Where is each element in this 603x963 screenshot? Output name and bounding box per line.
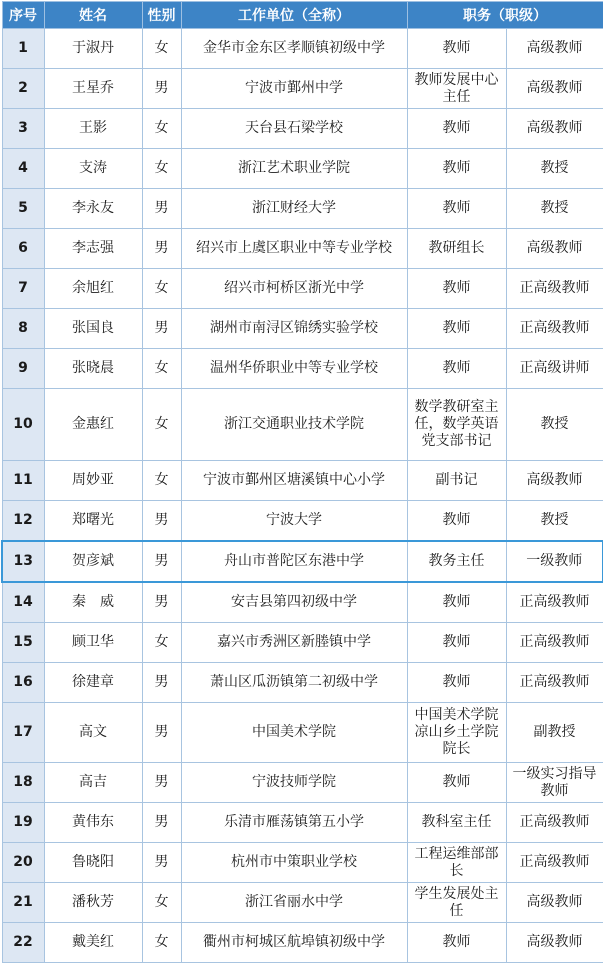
row-number: 3 (2, 109, 44, 149)
name-cell: 余旭红 (44, 269, 142, 309)
gender-cell: 女 (142, 269, 181, 309)
duty-cell: 教师 (407, 501, 506, 542)
gender-cell: 男 (142, 189, 181, 229)
gender-cell: 女 (142, 461, 181, 501)
table-row (2, 461, 603, 501)
duty-cell: 教师 (407, 309, 506, 349)
unit-cell: 舟山市普陀区东港中学 (181, 541, 407, 582)
unit-cell: 浙江交通职业技术学院 (181, 389, 407, 461)
table-row (2, 883, 603, 923)
header-position: 职务（职级） (407, 2, 603, 29)
row-number: 7 (2, 269, 44, 309)
row-number: 12 (2, 501, 44, 542)
rank-cell: 正高级教师 (506, 269, 603, 309)
gender-cell: 男 (142, 582, 181, 623)
rank-cell: 正高级讲师 (506, 349, 603, 389)
duty-cell: 教研组长 (407, 229, 506, 269)
header-name: 姓名 (44, 2, 142, 29)
rank-cell: 正高级教师 (506, 582, 603, 623)
duty-cell: 中国美术学院凉山乡土学院院长 (407, 703, 506, 763)
rank-cell: 正高级教师 (506, 803, 603, 843)
staff-table (1, 1, 603, 963)
gender-cell: 男 (142, 843, 181, 883)
unit-cell: 杭州市中策职业学校 (181, 843, 407, 883)
rank-cell: 教授 (506, 389, 603, 461)
gender-cell: 女 (142, 923, 181, 963)
table-row (2, 349, 603, 389)
table-row (2, 703, 603, 763)
gender-cell: 男 (142, 763, 181, 803)
duty-cell: 教师 (407, 109, 506, 149)
duty-cell: 教师 (407, 29, 506, 69)
row-number: 16 (2, 663, 44, 703)
gender-cell: 女 (142, 883, 181, 923)
row-number: 1 (2, 29, 44, 69)
row-number: 22 (2, 923, 44, 963)
duty-cell: 工程运维部部长 (407, 843, 506, 883)
row-number: 5 (2, 189, 44, 229)
unit-cell: 浙江财经大学 (181, 189, 407, 229)
table-row (2, 501, 603, 542)
unit-cell: 金华市金东区孝顺镇初级中学 (181, 29, 407, 69)
duty-cell: 教师 (407, 623, 506, 663)
header-row (2, 2, 603, 29)
table-row (2, 763, 603, 803)
unit-cell: 衢州市柯城区航埠镇初级中学 (181, 923, 407, 963)
row-number: 4 (2, 149, 44, 189)
unit-cell: 宁波大学 (181, 501, 407, 542)
name-cell: 高吉 (44, 763, 142, 803)
unit-cell: 绍兴市上虞区职业中等专业学校 (181, 229, 407, 269)
name-cell: 潘秋芳 (44, 883, 142, 923)
rank-cell: 一级教师 (506, 541, 603, 582)
rank-cell: 高级教师 (506, 229, 603, 269)
row-number: 15 (2, 623, 44, 663)
unit-cell: 宁波市鄞州区塘溪镇中心小学 (181, 461, 407, 501)
row-number: 6 (2, 229, 44, 269)
duty-cell: 教师 (407, 269, 506, 309)
gender-cell: 女 (142, 109, 181, 149)
duty-cell: 教师 (407, 189, 506, 229)
gender-cell: 女 (142, 29, 181, 69)
highlighted-row (2, 541, 603, 582)
table-row (2, 803, 603, 843)
name-cell: 戴美红 (44, 923, 142, 963)
duty-cell: 教师 (407, 763, 506, 803)
gender-cell: 男 (142, 663, 181, 703)
duty-cell: 教师 (407, 149, 506, 189)
gender-cell: 女 (142, 349, 181, 389)
row-number: 10 (2, 389, 44, 461)
name-cell: 秦 威 (44, 582, 142, 623)
name-cell: 黄伟东 (44, 803, 142, 843)
unit-cell: 嘉兴市秀洲区新塍镇中学 (181, 623, 407, 663)
gender-cell: 女 (142, 623, 181, 663)
duty-cell: 教师 (407, 923, 506, 963)
row-number: 8 (2, 309, 44, 349)
gender-cell: 男 (142, 803, 181, 843)
name-cell: 贺彦斌 (44, 541, 142, 582)
rank-cell: 高级教师 (506, 923, 603, 963)
row-number: 14 (2, 582, 44, 623)
duty-cell: 教师 (407, 582, 506, 623)
duty-cell: 学生发展处主任 (407, 883, 506, 923)
rank-cell: 正高级教师 (506, 309, 603, 349)
gender-cell: 男 (142, 541, 181, 582)
name-cell: 支涛 (44, 149, 142, 189)
unit-cell: 天台县石梁学校 (181, 109, 407, 149)
table-row (2, 69, 603, 109)
rank-cell: 高级教师 (506, 461, 603, 501)
rank-cell: 高级教师 (506, 883, 603, 923)
table-row (2, 109, 603, 149)
row-number: 18 (2, 763, 44, 803)
name-cell: 顾卫华 (44, 623, 142, 663)
rank-cell: 教授 (506, 189, 603, 229)
name-cell: 金惠红 (44, 389, 142, 461)
table-row (2, 149, 603, 189)
rank-cell: 一级实习指导教师 (506, 763, 603, 803)
name-cell: 王星乔 (44, 69, 142, 109)
name-cell: 王影 (44, 109, 142, 149)
table-row (2, 269, 603, 309)
rank-cell: 高级教师 (506, 109, 603, 149)
name-cell: 徐建章 (44, 663, 142, 703)
unit-cell: 中国美术学院 (181, 703, 407, 763)
table-row (2, 623, 603, 663)
gender-cell: 男 (142, 703, 181, 763)
name-cell: 李永友 (44, 189, 142, 229)
rank-cell: 高级教师 (506, 29, 603, 69)
table-row (2, 923, 603, 963)
gender-cell: 男 (142, 309, 181, 349)
row-number: 20 (2, 843, 44, 883)
unit-cell: 浙江省丽水中学 (181, 883, 407, 923)
rank-cell: 副教授 (506, 703, 603, 763)
unit-cell: 浙江艺术职业学院 (181, 149, 407, 189)
gender-cell: 女 (142, 389, 181, 461)
rank-cell: 正高级教师 (506, 623, 603, 663)
row-number: 2 (2, 69, 44, 109)
row-number: 19 (2, 803, 44, 843)
duty-cell: 教务主任 (407, 541, 506, 582)
gender-cell: 女 (142, 149, 181, 189)
gender-cell: 男 (142, 501, 181, 542)
table-row (2, 29, 603, 69)
gender-cell: 男 (142, 69, 181, 109)
unit-cell: 宁波市鄞州中学 (181, 69, 407, 109)
rank-cell: 正高级教师 (506, 843, 603, 883)
rank-cell: 教授 (506, 149, 603, 189)
header-gender: 性别 (142, 2, 181, 29)
duty-cell: 教师 (407, 349, 506, 389)
name-cell: 张国良 (44, 309, 142, 349)
duty-cell: 数学教研室主任，数学英语党支部书记 (407, 389, 506, 461)
unit-cell: 绍兴市柯桥区浙光中学 (181, 269, 407, 309)
table-row (2, 582, 603, 623)
unit-cell: 乐清市雁荡镇第五小学 (181, 803, 407, 843)
duty-cell: 副书记 (407, 461, 506, 501)
name-cell: 李志强 (44, 229, 142, 269)
row-number: 9 (2, 349, 44, 389)
table-row (2, 663, 603, 703)
gender-cell: 男 (142, 229, 181, 269)
duty-cell: 教师 (407, 663, 506, 703)
table-row (2, 843, 603, 883)
rank-cell: 高级教师 (506, 69, 603, 109)
name-cell: 郑曙光 (44, 501, 142, 542)
name-cell: 张晓晨 (44, 349, 142, 389)
rank-cell: 正高级教师 (506, 663, 603, 703)
row-number: 21 (2, 883, 44, 923)
row-number: 17 (2, 703, 44, 763)
row-number: 11 (2, 461, 44, 501)
table-row (2, 229, 603, 269)
unit-cell: 温州华侨职业中等专业学校 (181, 349, 407, 389)
name-cell: 鲁晓阳 (44, 843, 142, 883)
table-row (2, 309, 603, 349)
rank-cell: 教授 (506, 501, 603, 542)
name-cell: 周妙亚 (44, 461, 142, 501)
unit-cell: 萧山区瓜沥镇第二初级中学 (181, 663, 407, 703)
row-number: 13 (2, 541, 44, 582)
duty-cell: 教师发展中心主任 (407, 69, 506, 109)
unit-cell: 湖州市南浔区锦绣实验学校 (181, 309, 407, 349)
table-row (2, 189, 603, 229)
name-cell: 高文 (44, 703, 142, 763)
unit-cell: 安吉县第四初级中学 (181, 582, 407, 623)
unit-cell: 宁波技师学院 (181, 763, 407, 803)
header-no: 序号 (2, 2, 44, 29)
duty-cell: 教科室主任 (407, 803, 506, 843)
header-unit: 工作单位（全称） (181, 2, 407, 29)
name-cell: 于淑丹 (44, 29, 142, 69)
table-row (2, 389, 603, 461)
